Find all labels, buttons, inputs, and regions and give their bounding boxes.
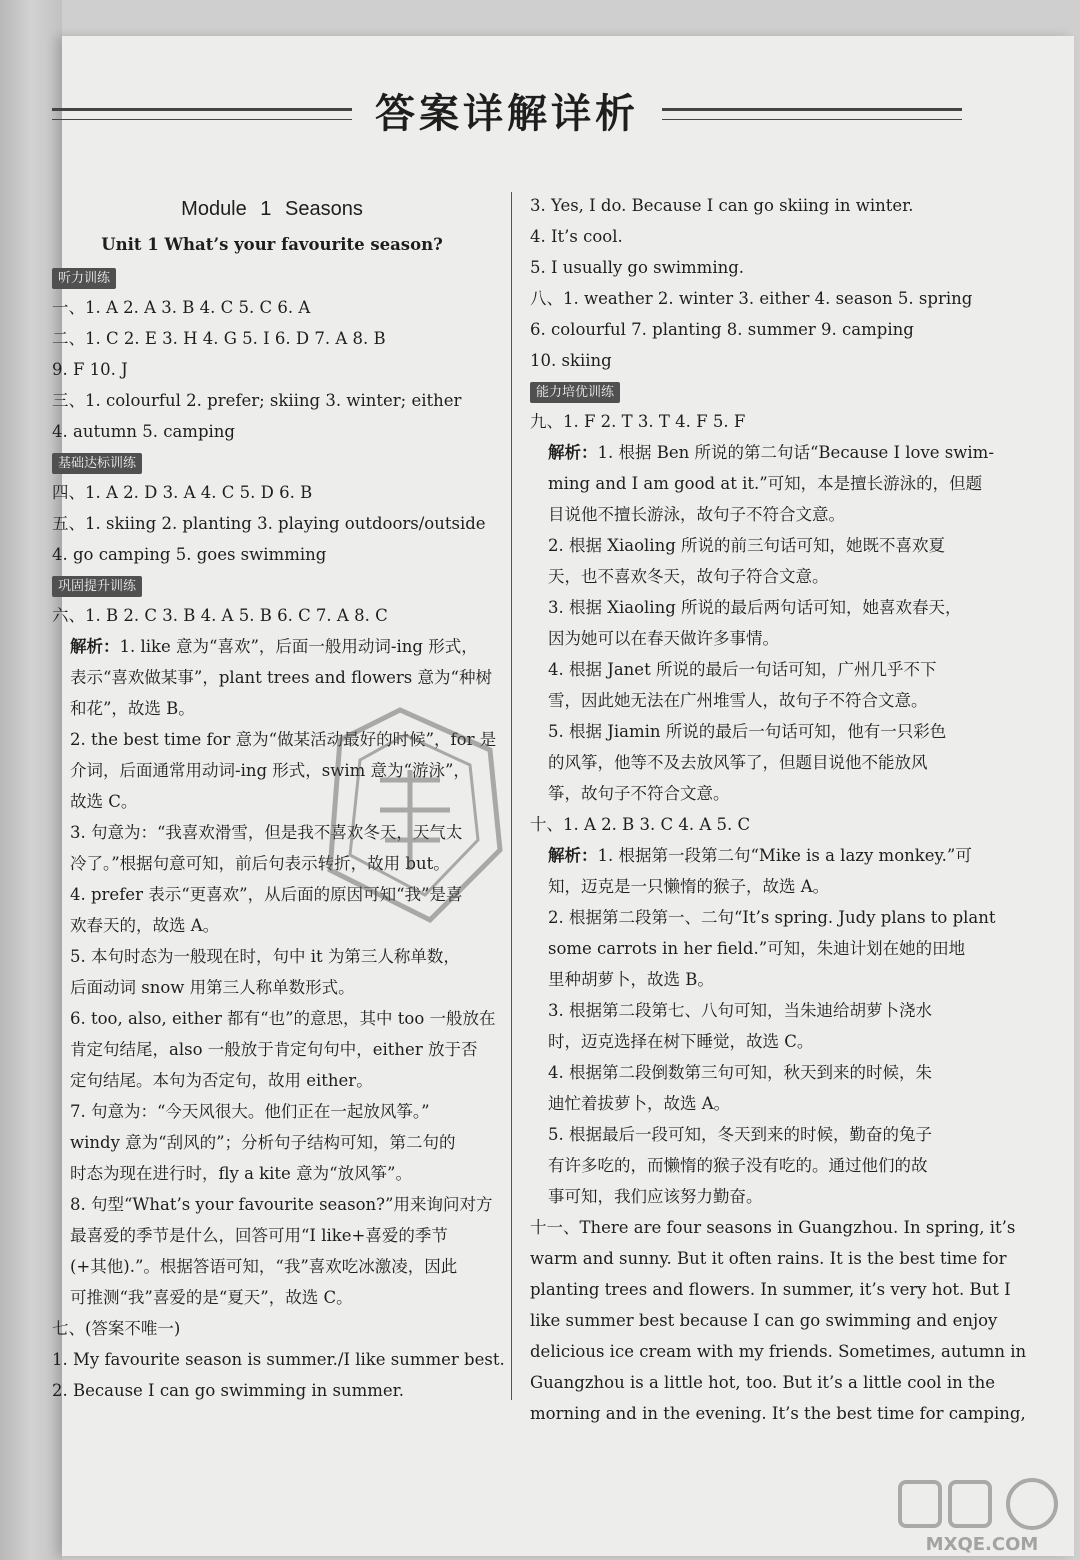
answer-text: 介词，后面通常用动词-ing 形式，swim 意为“游泳”，: [70, 761, 470, 780]
answer-text: 3. Yes, I do. Because I can go skiing in winter.: [530, 196, 914, 215]
answer-line: [530, 809, 980, 840]
answer-line: [52, 724, 497, 755]
page-header: [52, 82, 962, 146]
section-tag: 能力培优训练: [530, 382, 620, 403]
answer-line: [52, 1220, 492, 1251]
answer-line: [52, 1251, 492, 1282]
answer-line: [52, 848, 492, 879]
answer-line: [530, 1398, 1026, 1429]
page-title: 答案详解详析: [375, 91, 639, 137]
answer-text: 1. 根据第一段第二句“Mike is a lazy monkey.”可: [597, 846, 972, 865]
answer-text: 4. 根据 Janet 所说的最后一句话可知，广州几乎不下: [548, 660, 937, 679]
answer-line: [530, 1243, 1007, 1274]
answer-text: (+其他).”。根据答语可知，“我”喜欢吃冰激凌，因此: [70, 1257, 458, 1276]
answer-text: 有许多吃的，而懒惰的猴子没有吃的。通过他们的故: [548, 1156, 928, 1175]
answer-text: 4. 根据第二段倒数第三句可知，秋天到来的时候，朱: [548, 1063, 932, 1082]
answer-text: 4. go camping 5. goes swimming: [52, 545, 327, 564]
module-title: Module 1 Seasons: [181, 198, 363, 220]
answer-text: delicious ice cream with my friends. Sometimes, autumn in: [530, 1342, 1027, 1361]
answer-text: 2. 根据第二段第一、二句“It’s spring. Judy plans to plant: [548, 908, 996, 927]
answer-line: [52, 879, 492, 910]
answer-text: 7. 句意为：“今天风很大。他们正在一起放风筝。”: [70, 1102, 430, 1121]
answer-text: 天，也不喜欢冬天，故句子符合文意。: [548, 567, 829, 586]
answer-text: 时态为现在进行时，fly a kite 意为“放风筝”。: [70, 1164, 412, 1183]
answer-line: [52, 755, 492, 786]
answer-line: [530, 345, 980, 376]
answer-text: 八、1. weather 2. winter 3. either 4. season 5. spring: [530, 289, 973, 308]
answer-line: [52, 1003, 496, 1034]
section-tag: 听力训练: [52, 268, 116, 289]
answer-text: 事可知，我们应该努力勤奋。: [548, 1187, 763, 1206]
answer-line: [530, 840, 980, 871]
answer-line: [52, 292, 492, 323]
answer-line: [530, 1088, 980, 1119]
column-divider: [511, 192, 512, 1400]
answer-line: [52, 477, 492, 508]
right-column: [530, 190, 1027, 1429]
answer-text: 最喜爱的季节是什么，回答可用“I like+喜爱的季节: [70, 1226, 448, 1245]
answer-text: 冷了。”根据句意可知，前后句表示转折，故用 but。: [70, 854, 450, 873]
answer-text: 里种胡萝卜，故选 B。: [548, 970, 714, 989]
answer-text: 3. 根据 Xiaoling 所说的最后两句话可知，她喜欢春天，: [548, 598, 962, 617]
section-tag-row: [52, 570, 492, 600]
answer-text: 欢春天的，故选 A。: [70, 916, 220, 935]
answer-line: [52, 662, 492, 693]
answer-text: 定句结尾。本句为否定句，故用 either。: [70, 1071, 373, 1090]
answer-line: [52, 1065, 492, 1096]
answer-text: 4. prefer 表示“更喜欢”，从后面的原因可知“我”是喜: [70, 885, 463, 904]
answer-text: 4. It’s cool.: [530, 227, 623, 246]
left-column: [52, 190, 505, 1406]
answer-text: 故选 C。: [70, 792, 138, 811]
answer-line: [530, 716, 980, 747]
answer-line: [530, 1305, 998, 1336]
answer-line: [530, 654, 980, 685]
answer-line: [530, 221, 980, 252]
answer-text: 筝，故句子不符合文意。: [548, 784, 730, 803]
answer-line: [530, 747, 980, 778]
answer-text: 2. the best time for 意为“做某活动最好的时候”，for 是: [70, 730, 497, 749]
explanation-label: 解析：: [70, 637, 120, 656]
explanation-label: 解析：: [548, 846, 598, 865]
answer-text: 表示“喜欢做某事”，plant trees and flowers 意为“种树: [70, 668, 492, 687]
answer-text: 知，迈克是一只懒惰的猴子，故选 A。: [548, 877, 830, 896]
answer-line: [530, 1057, 980, 1088]
answer-text: 8. 句型“What’s your favourite season?”用来询问对方: [70, 1195, 493, 1214]
answer-text: 七、(答案不唯一): [52, 1319, 181, 1338]
answer-line: [52, 1189, 492, 1220]
section-tag-row: [52, 262, 492, 292]
answer-text: 雪，因此她无法在广州堆雪人，故句子不符合文意。: [548, 691, 928, 710]
answer-text: 五、1. skiing 2. planting 3. playing outdoors/outside: [52, 514, 486, 533]
answer-text: some carrots in her field.”可知，朱迪计划在她的田地: [548, 939, 966, 958]
answer-text: 6. too, also, either 都有“也”的意思，其中 too 一般放在: [70, 1009, 496, 1028]
answer-text: planting trees and flowers. In summer, it’s very hot. But I: [530, 1280, 1011, 1299]
section-tag-row: [52, 447, 492, 477]
answer-line: [52, 1282, 492, 1313]
explanation-label: 解析：: [548, 443, 598, 462]
answer-text: morning and in the evening. It’s the best time for camping,: [530, 1404, 1026, 1423]
answer-text: 和花”，故选 B。: [70, 699, 195, 718]
watermark-text: MXQE.COM: [925, 1534, 1039, 1555]
answer-line: [52, 1313, 492, 1344]
answer-text: 9. F 10. J: [52, 360, 128, 379]
answer-line: [530, 468, 983, 499]
answer-line: [530, 995, 980, 1026]
answer-line: [530, 1367, 995, 1398]
answer-line: [52, 1034, 492, 1065]
answer-line: [530, 1119, 980, 1150]
answer-text: 3. 根据第二段第七、八句可知，当朱迪给胡萝卜浇水: [548, 1001, 932, 1020]
section-tag-row: [530, 376, 980, 406]
answer-line: [530, 314, 980, 345]
answer-line: [52, 600, 492, 631]
answer-line: [530, 871, 980, 902]
answer-line: [52, 508, 492, 539]
answer-text: 十、1. A 2. B 3. C 4. A 5. C: [530, 815, 751, 834]
answer-line: [530, 1150, 980, 1181]
watermark-logo-icon: [892, 1476, 1072, 1556]
answer-line: [530, 530, 980, 561]
answer-line: [52, 354, 492, 385]
answer-text: 十一、There are four seasons in Guangzhou. In spring, it’s: [530, 1218, 1016, 1237]
answer-text: 二、1. C 2. E 3. H 4. G 5. I 6. D 7. A 8. B: [52, 329, 386, 348]
answer-text: warm and sunny. But it often rains. It is the best time for: [530, 1249, 1007, 1268]
answer-line: [530, 902, 996, 933]
answer-text: 4. autumn 5. camping: [52, 422, 235, 441]
unit-title: Unit 1 What’s your favourite season?: [101, 235, 443, 254]
answer-text: 5. 根据 Jiamin 所说的最后一句话可知，他有一只彩色: [548, 722, 947, 741]
answer-text: ming and I am good at it.”可知，本是擅长游泳的，但题: [548, 474, 983, 493]
answer-line: [530, 778, 980, 809]
answer-text: 九、1. F 2. T 3. T 4. F 5. F: [530, 412, 746, 431]
answer-line: [530, 685, 980, 716]
answer-line: [52, 1375, 492, 1406]
answer-line: [52, 693, 492, 724]
answer-line: [530, 592, 980, 623]
answer-line: [52, 416, 492, 447]
answer-line: [52, 323, 492, 354]
answer-line: [530, 964, 980, 995]
answer-text: 迪忙着拔萝卜，故选 A。: [548, 1094, 731, 1113]
answer-line: [52, 1158, 492, 1189]
answer-line: [530, 499, 980, 530]
answer-text: 1. like 意为“喜欢”，后面一般用动词-ing 形式，: [119, 637, 478, 656]
answer-text: 10. skiing: [530, 351, 612, 370]
answer-line: [52, 972, 492, 1003]
answer-line: [530, 561, 980, 592]
section-tag: 巩固提升训练: [52, 576, 142, 597]
answer-line: [52, 1096, 492, 1127]
answer-text: 5. I usually go swimming.: [530, 258, 745, 277]
answer-text: 目说他不擅长游泳，故句子不符合文意。: [548, 505, 845, 524]
answer-text: 2. 根据 Xiaoling 所说的前三句话可知，她既不喜欢夏: [548, 536, 946, 555]
answer-line: [52, 631, 492, 662]
answer-line: [52, 539, 492, 570]
answer-text: 5. 根据最后一段可知，冬天到来的时候，勤奋的兔子: [548, 1125, 932, 1144]
answer-line: [530, 1274, 1011, 1305]
left-answer-lines: [52, 262, 505, 1406]
answer-line: [530, 190, 980, 221]
answer-text: 后面动词 snow 用第三人称单数形式。: [70, 978, 355, 997]
answer-text: 时，迈克选择在树下睡觉，故选 C。: [548, 1032, 814, 1051]
answer-text: like summer best because I can go swimming and enjoy: [530, 1311, 998, 1330]
answer-text: windy 意为“刮风的”；分析句子结构可知，第二句的: [70, 1133, 456, 1152]
answer-text: 1. 根据 Ben 所说的第二句话“Because I love swim-: [597, 443, 994, 462]
answer-line: [530, 1212, 1016, 1243]
answer-line: [52, 385, 492, 416]
answer-text: 5. 本句时态为一般现在时，句中 it 为第三人称单数，: [70, 947, 460, 966]
header-rule-right: [662, 108, 962, 120]
answer-line: [52, 817, 492, 848]
answer-line: [530, 1026, 980, 1057]
answer-text: 2. Because I can go swimming in summer.: [52, 1381, 405, 1400]
answer-line: [52, 910, 492, 941]
answer-line: [530, 252, 980, 283]
answer-text: 六、1. B 2. C 3. B 4. A 5. B 6. C 7. A 8. C: [52, 606, 388, 625]
answer-line: [530, 623, 980, 654]
answer-line: [530, 283, 980, 314]
answer-text: 一、1. A 2. A 3. B 4. C 5. C 6. A: [52, 298, 311, 317]
answer-line: [530, 1336, 1027, 1367]
answer-text: 1. My favourite season is summer./I like summer best.: [52, 1350, 505, 1369]
answer-text: 3. 句意为：“我喜欢滑雪，但是我不喜欢冬天，天气太: [70, 823, 463, 842]
answer-text: 四、1. A 2. D 3. A 4. C 5. D 6. B: [52, 483, 313, 502]
answer-line: [530, 437, 994, 468]
answer-text: 可推测“我”喜爱的是“夏天”，故选 C。: [70, 1288, 353, 1307]
section-tag: 基础达标训练: [52, 453, 142, 474]
answer-line: [530, 1181, 980, 1212]
answer-line: [52, 786, 492, 817]
answer-text: 因为她可以在春天做许多事情。: [548, 629, 779, 648]
answer-line: [52, 941, 492, 972]
answer-text: 6. colourful 7. planting 8. summer 9. camping: [530, 320, 914, 339]
answer-line: [52, 1344, 505, 1375]
answer-text: 肯定句结尾，also 一般放于肯定句句中，either 放于否: [70, 1040, 478, 1059]
answer-line: [530, 406, 980, 437]
answer-text: Guangzhou is a little hot, too. But it’s a little cool in the: [530, 1373, 995, 1392]
right-answer-lines: [530, 190, 1027, 1429]
answer-text: 三、1. colourful 2. prefer; skiing 3. winter; either: [52, 391, 462, 410]
answer-line: [52, 1127, 492, 1158]
answer-line: [530, 933, 980, 964]
answer-text: 的风筝，他等不及去放风筝了，但题目说他不能放风: [548, 753, 928, 772]
